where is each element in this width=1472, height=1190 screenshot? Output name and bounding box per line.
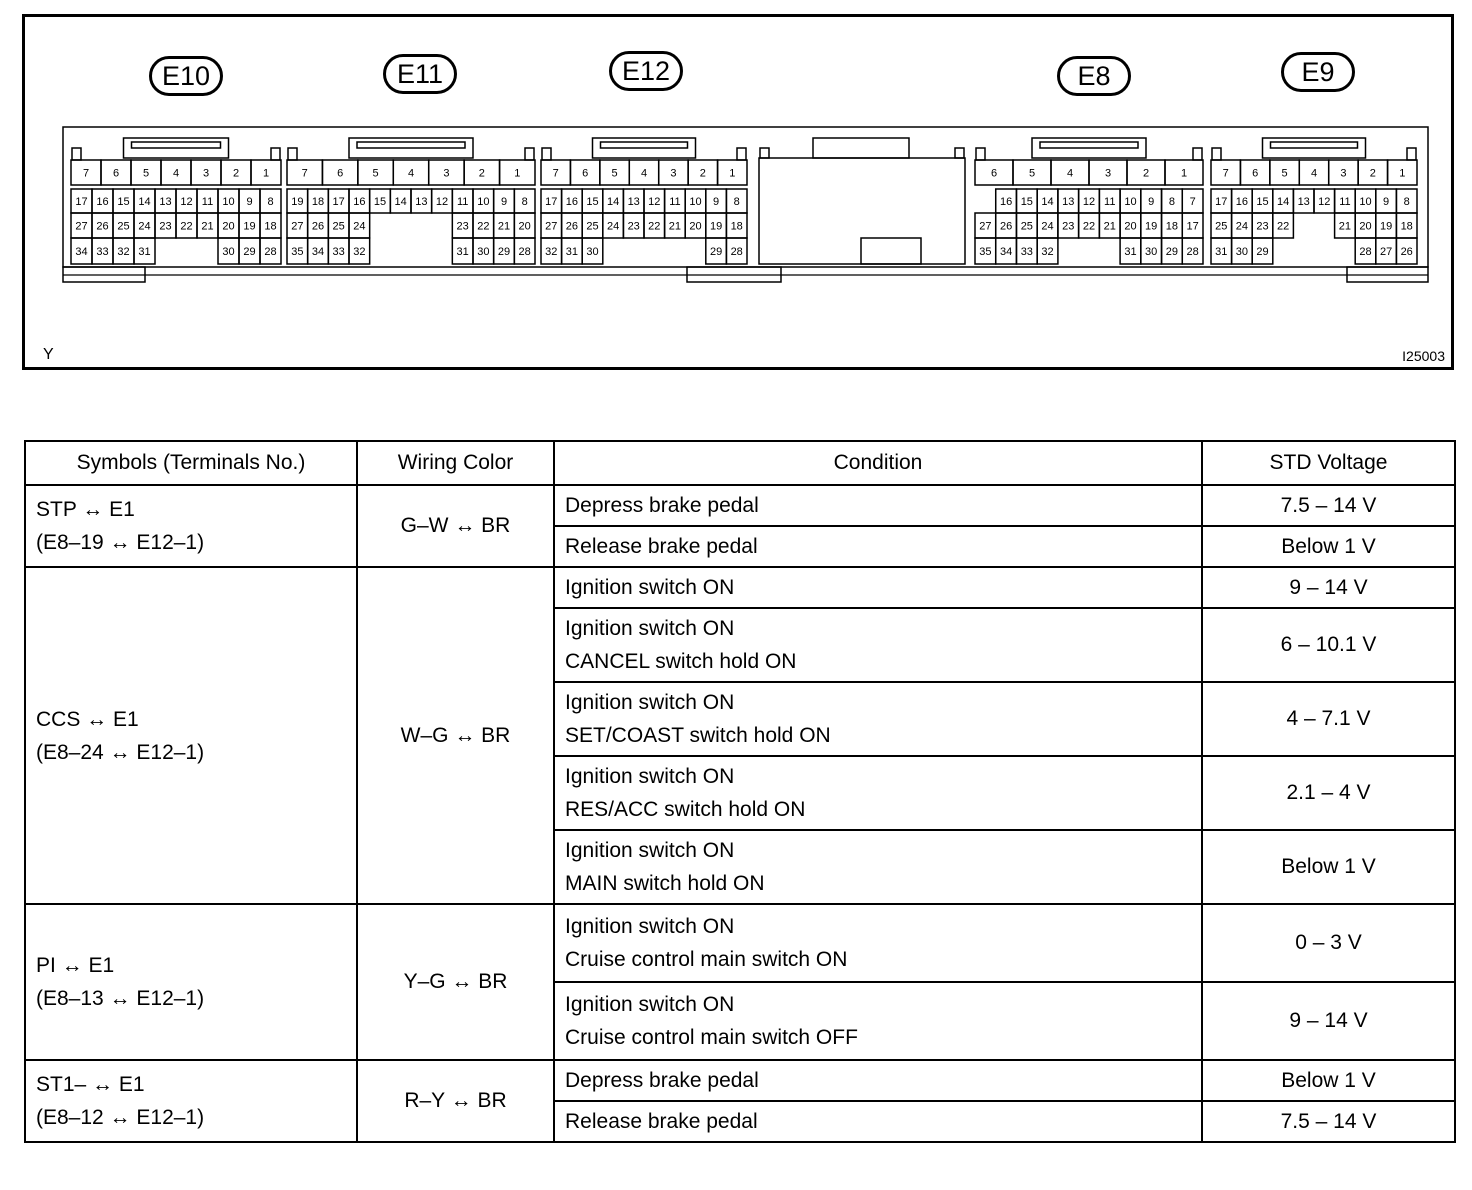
terminal-number: 26 xyxy=(96,220,109,233)
terminal-number: 10 xyxy=(1359,196,1372,208)
terminal-number: 31 xyxy=(1124,246,1137,258)
connector-tab xyxy=(1407,148,1416,160)
connector-drawing xyxy=(25,17,1451,367)
terminal-number: 6 xyxy=(582,167,589,180)
terminal-number: 17 xyxy=(1186,220,1199,233)
terminal-number: 12 xyxy=(435,196,449,208)
condition-text: RES/ACC switch hold ON xyxy=(565,798,806,821)
terminal-number: 10 xyxy=(689,196,702,208)
connector-label-e8: E8 xyxy=(1057,56,1131,96)
terminal-number: 13 xyxy=(1062,196,1075,208)
terminal-number: 21 xyxy=(668,220,682,233)
terminal-number: 25 xyxy=(586,220,599,233)
terminal-number: 22 xyxy=(180,220,193,233)
terminal-number: 3 xyxy=(1340,167,1347,180)
terminal-number: 12 xyxy=(1082,196,1096,208)
terminal-number: 13 xyxy=(627,196,640,208)
terminal-number: 6 xyxy=(990,167,998,180)
terminal-number: 19 xyxy=(291,196,304,208)
terminal-number: 33 xyxy=(96,246,109,258)
terminal-number: 3 xyxy=(670,167,677,180)
terminal-number: 1 xyxy=(1399,167,1406,180)
figure-id: I25003 xyxy=(1402,348,1445,364)
terminal-number: 21 xyxy=(1103,220,1116,233)
terminal-number: 8 xyxy=(1403,196,1410,208)
terminal-number: 24 xyxy=(138,220,151,233)
symbol-cell xyxy=(25,567,357,904)
terminal-number: 5 xyxy=(142,167,150,180)
terminal-number: 27 xyxy=(75,220,88,233)
voltage-cell: 2.1 – 4 V xyxy=(1202,756,1455,830)
terminal-number: 9 xyxy=(1148,196,1155,208)
terminal-number: 16 xyxy=(999,196,1013,208)
terminal-number: 30 xyxy=(1145,246,1158,258)
condition-cell xyxy=(554,1101,1202,1142)
terminal-number: 29 xyxy=(243,246,256,258)
terminal-number: 7 xyxy=(1222,167,1229,180)
terminal-number: 1 xyxy=(262,167,270,180)
terminal-number: 11 xyxy=(1104,196,1116,208)
terminal-number: 7 xyxy=(82,167,90,180)
terminal-number: 16 xyxy=(353,196,366,208)
terminal-number: 17 xyxy=(332,196,345,208)
terminal-number: 15 xyxy=(373,196,387,208)
terminal-number: 4 xyxy=(640,167,648,180)
terminal-number: 24 xyxy=(1235,220,1249,233)
terminal-number: 26 xyxy=(565,220,579,233)
wiring-color: W–G ↔ BR xyxy=(357,567,554,904)
terminal-number: 11 xyxy=(669,196,681,208)
terminal-number: 32 xyxy=(545,246,558,258)
terminal-number: 10 xyxy=(477,196,490,208)
condition-cell xyxy=(554,608,1202,682)
condition-text: Cruise control main switch OFF xyxy=(565,1026,858,1049)
terminal-number: 18 xyxy=(730,220,743,233)
table-row xyxy=(25,567,1455,608)
terminal-number: 20 xyxy=(689,220,702,233)
terminal-number: 5 xyxy=(611,167,618,180)
terminal-number: 32 xyxy=(1041,246,1054,258)
terminal-number: 26 xyxy=(311,220,325,233)
header-symbols: Symbols (Terminals No.) xyxy=(25,441,357,485)
terminal-number: 35 xyxy=(291,246,304,258)
terminal-number: 34 xyxy=(999,246,1013,258)
header-condition: Condition xyxy=(554,441,1202,485)
voltage-cell: 9 – 14 V xyxy=(1202,982,1455,1060)
connector-tab xyxy=(1212,148,1221,160)
terminal-number: 13 xyxy=(415,196,428,208)
terminal-number: 11 xyxy=(456,196,469,208)
condition-text: Ignition switch ON xyxy=(565,617,735,640)
connector-latch-slot xyxy=(132,142,221,148)
connector-tab xyxy=(737,148,746,160)
terminal-number: 18 xyxy=(311,196,325,208)
center-tab-left xyxy=(760,148,769,158)
terminal-numbers: (E8–24 ↔ E12–1) xyxy=(36,740,205,764)
terminal-number: 13 xyxy=(159,196,172,208)
terminal-number: 15 xyxy=(1020,196,1033,208)
terminal-number: 19 xyxy=(1379,220,1393,233)
connector-tab xyxy=(525,148,534,160)
center-latch xyxy=(813,138,909,158)
terminal-number: 3 xyxy=(443,167,450,180)
terminal-number: 16 xyxy=(565,196,579,208)
terminal-number: 35 xyxy=(979,246,992,258)
terminal-number: 2 xyxy=(478,167,485,180)
terminal-number: 27 xyxy=(545,220,558,233)
terminal-number: 17 xyxy=(1215,196,1228,208)
terminal-number: 28 xyxy=(1186,246,1199,258)
terminal-number: 9 xyxy=(713,196,720,208)
condition-text: Cruise control main switch ON xyxy=(565,948,848,971)
terminal-number: 1 xyxy=(1180,167,1188,180)
center-key xyxy=(861,238,921,264)
terminal-number: 33 xyxy=(1020,246,1033,258)
terminal-number: 13 xyxy=(1297,196,1310,208)
terminal-number: 2 xyxy=(1142,167,1150,180)
wiring-color: G–W ↔ BR xyxy=(357,485,554,567)
terminal-number: 1 xyxy=(514,167,521,180)
symbol-cell xyxy=(25,485,357,567)
terminal-number: 25 xyxy=(1020,220,1033,233)
table-row xyxy=(25,1060,1455,1101)
blank-center-block xyxy=(759,158,965,264)
wiring-color: R–Y ↔ BR xyxy=(357,1060,554,1142)
voltage-cell: 4 – 7.1 V xyxy=(1202,682,1455,756)
terminal-number: 24 xyxy=(1041,220,1054,233)
terminal-number: 6 xyxy=(112,167,120,180)
symbol-cell xyxy=(25,904,357,1060)
voltage-table-wrapper xyxy=(24,440,1456,1143)
terminal-number: 22 xyxy=(1082,220,1096,233)
terminal-number: 9 xyxy=(500,196,508,208)
terminal-number: 12 xyxy=(1318,196,1331,208)
terminal-number: 12 xyxy=(648,196,661,208)
terminal-number: 23 xyxy=(627,220,640,233)
table-row xyxy=(25,485,1455,526)
terminal-number: 8 xyxy=(733,196,740,208)
symbol-name: CCS ↔ E1 xyxy=(36,707,139,731)
terminal-number: 17 xyxy=(75,196,88,208)
terminal-number: 27 xyxy=(979,220,992,233)
terminal-number: 5 xyxy=(1281,167,1288,180)
terminal-number: 7 xyxy=(301,167,308,180)
terminal-number: 32 xyxy=(117,246,130,258)
terminal-number: 22 xyxy=(648,220,661,233)
terminal-number: 30 xyxy=(222,246,235,258)
voltage-cell: 0 – 3 V xyxy=(1202,904,1455,982)
condition-text: CANCEL switch hold ON xyxy=(565,650,797,673)
terminal-number: 22 xyxy=(477,220,490,233)
table-header-row xyxy=(25,441,1455,485)
terminal-number: 18 xyxy=(1400,220,1413,233)
voltage-cell: 9 – 14 V xyxy=(1202,567,1455,608)
condition-cell xyxy=(554,982,1202,1060)
terminal-number: 26 xyxy=(999,220,1013,233)
condition-text: Ignition switch ON xyxy=(565,993,735,1016)
terminal-number: 23 xyxy=(159,220,172,233)
terminal-number: 30 xyxy=(1235,246,1249,258)
connector-tab xyxy=(1193,148,1202,160)
terminal-numbers: (E8–12 ↔ E12–1) xyxy=(36,1106,205,1129)
terminal-number: 28 xyxy=(730,246,743,258)
terminal-number: 15 xyxy=(586,196,599,208)
connector-tab xyxy=(271,148,280,160)
terminal-number: 31 xyxy=(456,246,469,258)
terminal-number: 29 xyxy=(1256,246,1269,258)
terminal-number: 10 xyxy=(1124,196,1137,208)
terminal-number: 22 xyxy=(1276,220,1290,233)
terminal-number: 20 xyxy=(1359,220,1372,233)
terminal-number: 2 xyxy=(1369,167,1376,180)
connector-label-e12: E12 xyxy=(609,51,683,91)
terminal-number: 31 xyxy=(138,246,151,258)
terminal-number: 30 xyxy=(477,246,490,258)
terminal-number: 10 xyxy=(222,196,235,208)
terminal-number: 14 xyxy=(138,196,151,208)
connector-label-e10: E10 xyxy=(149,56,223,96)
terminal-number: 16 xyxy=(96,196,109,208)
terminal-number: 11 xyxy=(1339,196,1351,208)
terminal-number: 4 xyxy=(172,167,180,180)
connector-label-e9: E9 xyxy=(1281,52,1355,92)
terminal-number: 30 xyxy=(586,246,599,258)
terminal-number: 27 xyxy=(1379,246,1393,258)
condition-text: Depress brake pedal xyxy=(565,494,759,517)
terminal-number: 29 xyxy=(1165,246,1179,258)
terminal-number: 25 xyxy=(332,220,345,233)
terminal-number: 20 xyxy=(518,220,531,233)
terminal-number: 20 xyxy=(1124,220,1137,233)
terminal-number: 28 xyxy=(518,246,531,258)
terminal-number: 2 xyxy=(699,167,706,180)
connector-tab xyxy=(542,148,551,160)
terminal-number: 19 xyxy=(243,220,256,233)
connector-latch-slot xyxy=(601,142,688,148)
condition-text: Ignition switch ON xyxy=(565,915,735,938)
condition-cell xyxy=(554,830,1202,904)
terminal-number: 27 xyxy=(291,220,304,233)
condition-text: Ignition switch ON xyxy=(565,691,735,714)
wiring-color: Y–G ↔ BR xyxy=(357,904,554,1060)
header-std-voltage: STD Voltage xyxy=(1202,441,1455,485)
condition-text: Ignition switch ON xyxy=(565,765,735,788)
connector-latch-slot xyxy=(1040,142,1138,148)
terminal-numbers: (E8–13 ↔ E12–1) xyxy=(36,987,205,1010)
terminal-number: 3 xyxy=(202,167,210,180)
terminal-number: 34 xyxy=(75,246,88,258)
connector-tab xyxy=(288,148,297,160)
terminal-number: 8 xyxy=(1168,196,1175,208)
terminal-number: 9 xyxy=(246,196,253,208)
terminal-number: 9 xyxy=(1383,196,1390,208)
terminal-number: 21 xyxy=(201,220,214,233)
terminal-number: 19 xyxy=(709,220,723,233)
terminal-number: 1 xyxy=(729,167,736,180)
condition-text: SET/COAST switch hold ON xyxy=(565,724,831,747)
terminal-number: 33 xyxy=(332,246,345,258)
voltage-cell: 6 – 10.1 V xyxy=(1202,608,1455,682)
terminal-number: 24 xyxy=(353,220,366,233)
terminal-number: 21 xyxy=(497,220,511,233)
condition-text: Release brake pedal xyxy=(565,1110,758,1133)
voltage-cell: Below 1 V xyxy=(1202,1060,1455,1101)
condition-cell xyxy=(554,485,1202,526)
terminal-number: 14 xyxy=(606,196,620,208)
voltage-cell: Below 1 V xyxy=(1202,830,1455,904)
condition-cell xyxy=(554,904,1202,982)
symbol-name: STP ↔ E1 xyxy=(36,498,135,521)
condition-cell xyxy=(554,756,1202,830)
condition-cell xyxy=(554,682,1202,756)
terminal-number: 4 xyxy=(407,167,415,180)
terminal-number: 18 xyxy=(1165,220,1179,233)
terminal-number: 25 xyxy=(117,220,130,233)
connector-tab xyxy=(72,148,81,160)
connector-label-e11: E11 xyxy=(383,54,457,94)
terminal-number: 24 xyxy=(606,220,620,233)
orientation-label: Y xyxy=(43,346,54,363)
terminal-number: 7 xyxy=(552,167,559,180)
condition-text: MAIN switch hold ON xyxy=(565,872,765,895)
condition-cell xyxy=(554,567,1202,608)
header-wiring-color: Wiring Color xyxy=(357,441,554,485)
condition-cell xyxy=(554,1060,1202,1101)
terminal-number: 32 xyxy=(353,246,366,258)
terminal-number: 26 xyxy=(1400,246,1413,258)
connector-latch-slot xyxy=(1271,142,1358,148)
terminal-number: 12 xyxy=(180,196,193,208)
terminal-number: 3 xyxy=(1104,167,1112,180)
terminal-number: 4 xyxy=(1310,167,1318,180)
condition-cell xyxy=(554,526,1202,567)
terminal-number: 11 xyxy=(201,196,214,208)
terminal-number: 16 xyxy=(1235,196,1249,208)
terminal-number: 20 xyxy=(222,220,235,233)
connector-diagram xyxy=(22,14,1454,370)
voltage-cell: 7.5 – 14 V xyxy=(1202,485,1455,526)
terminal-number: 19 xyxy=(1145,220,1158,233)
condition-text: Ignition switch ON xyxy=(565,839,735,862)
terminal-number: 14 xyxy=(394,196,407,208)
terminal-number: 5 xyxy=(1028,167,1036,180)
terminal-number: 23 xyxy=(1256,220,1269,233)
terminal-number: 31 xyxy=(1215,246,1228,258)
symbol-name: PI ↔ E1 xyxy=(36,954,115,977)
terminal-number: 18 xyxy=(264,220,277,233)
terminal-number: 21 xyxy=(1338,220,1352,233)
table-row xyxy=(25,904,1455,982)
voltage-cell: 7.5 – 14 V xyxy=(1202,1101,1455,1142)
terminal-number: 25 xyxy=(1215,220,1228,233)
terminal-number: 23 xyxy=(1062,220,1075,233)
terminal-number: 23 xyxy=(456,220,469,233)
terminal-number: 6 xyxy=(1252,167,1259,180)
terminal-number: 31 xyxy=(565,246,579,258)
terminal-number: 14 xyxy=(1041,196,1054,208)
terminal-number: 28 xyxy=(1359,246,1372,258)
terminal-number: 29 xyxy=(709,246,723,258)
symbol-cell xyxy=(25,1060,357,1142)
terminal-number: 8 xyxy=(521,196,528,208)
terminal-number: 8 xyxy=(267,196,274,208)
terminal-number: 6 xyxy=(337,167,344,180)
terminal-number: 15 xyxy=(1256,196,1269,208)
voltage-table xyxy=(24,440,1456,1143)
connector-latch-slot xyxy=(357,142,465,148)
terminal-numbers: (E8–19 ↔ E12–1) xyxy=(36,531,205,554)
terminal-number: 14 xyxy=(1276,196,1290,208)
connector-tab xyxy=(976,148,985,160)
voltage-cell: Below 1 V xyxy=(1202,526,1455,567)
center-tab-right xyxy=(955,148,964,158)
terminal-number: 28 xyxy=(264,246,277,258)
condition-text: Ignition switch ON xyxy=(565,576,735,599)
terminal-number: 17 xyxy=(545,196,558,208)
terminal-number: 29 xyxy=(497,246,511,258)
terminal-number: 5 xyxy=(372,167,379,180)
symbol-name: ST1– ↔ E1 xyxy=(36,1073,145,1096)
terminal-number: 2 xyxy=(232,167,240,180)
terminal-number: 7 xyxy=(1189,196,1196,208)
terminal-number: 34 xyxy=(311,246,325,258)
terminal-number: 15 xyxy=(117,196,130,208)
terminal-number: 4 xyxy=(1066,167,1074,180)
condition-text: Release brake pedal xyxy=(565,535,758,558)
condition-text: Depress brake pedal xyxy=(565,1069,759,1092)
